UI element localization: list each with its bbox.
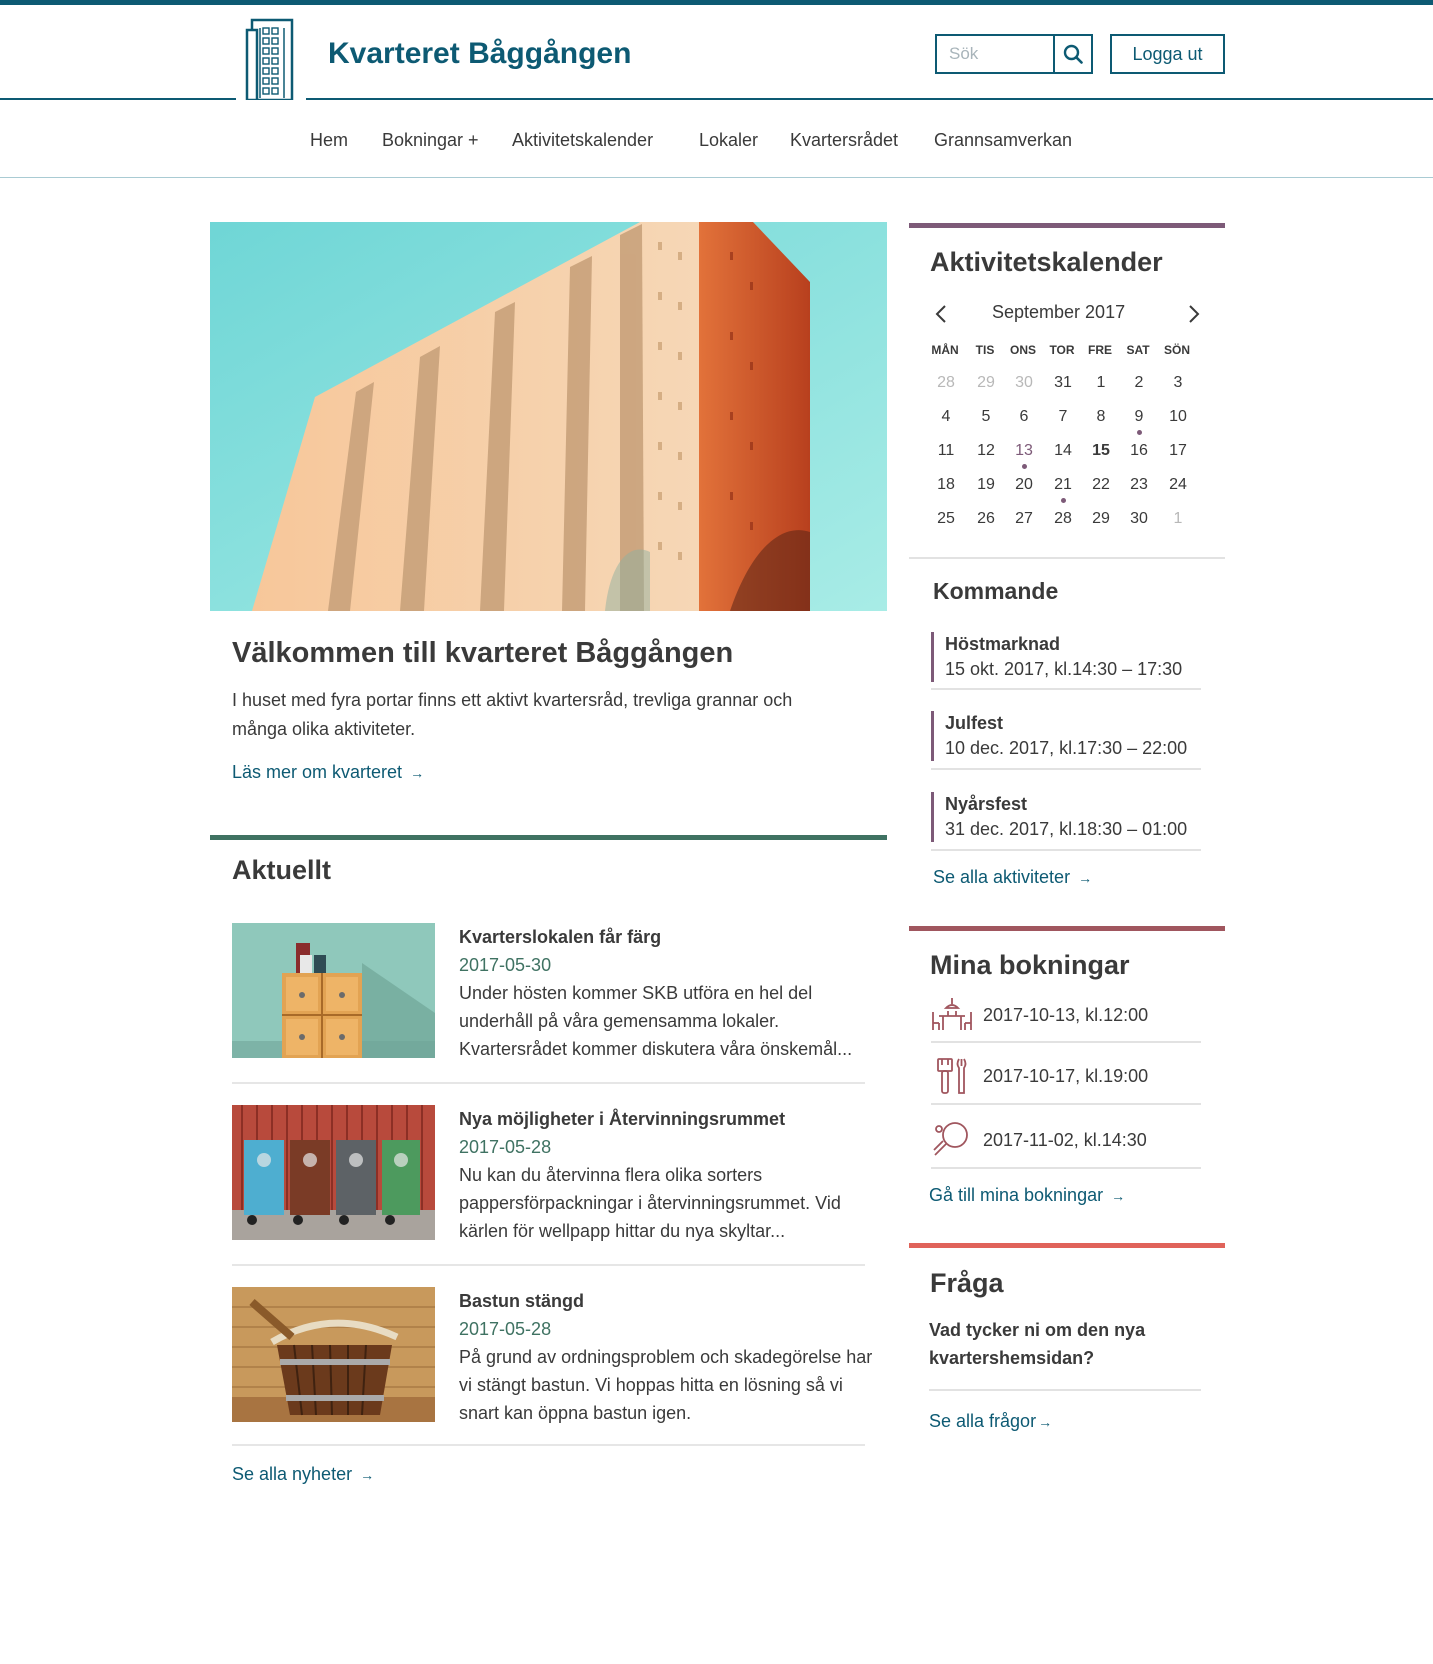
bookings-section-bar — [909, 926, 1225, 931]
search-icon — [1063, 44, 1083, 64]
search-button[interactable] — [1053, 36, 1091, 72]
calendar-day[interactable]: 24 — [1169, 476, 1187, 493]
calendar-day[interactable]: 6 — [1019, 408, 1029, 425]
calendar-day[interactable]: 8 — [1096, 408, 1106, 425]
recycling-bins-image — [232, 1105, 435, 1240]
nav-item-council[interactable]: Kvartersrådet — [790, 130, 899, 150]
calendar-day[interactable]: 14 — [1054, 442, 1072, 459]
question-text[interactable]: Vad tycker ni om den nya kvartershemsidan? — [929, 1320, 1146, 1368]
booking-divider — [931, 1041, 1201, 1043]
event-divider — [931, 849, 1201, 851]
news-item-text: Nu kan du återvinna flera olika sorters pappersförpackningar i återvinningsrummet. Vid kärlen för wellpapp hittar du nya skyltar... — [459, 1165, 841, 1241]
upcoming-event[interactable] — [931, 711, 1201, 761]
chevron-right-icon — [1183, 302, 1203, 326]
question-title: Fråga — [930, 1268, 1004, 1298]
calendar-day[interactable]: 4 — [941, 408, 951, 425]
go-to-bookings-link[interactable] — [929, 1185, 1125, 1206]
calendar-day[interactable]: 17 — [1169, 442, 1187, 459]
arrow-right-icon: → — [1078, 869, 1093, 886]
sauna-bucket-image — [232, 1287, 435, 1422]
read-more-label: Läs mer om kvarteret — [232, 762, 403, 782]
calendar-day[interactable]: 23 — [1130, 476, 1148, 493]
calendar-next-button[interactable] — [1183, 302, 1203, 326]
cabinet-image — [232, 923, 435, 1058]
calendar-day[interactable]: 27 — [1015, 510, 1033, 527]
nav-item-venues[interactable]: Lokaler — [699, 130, 759, 150]
calendar-prev-button[interactable] — [932, 302, 952, 326]
nav-item-activity-calendar[interactable]: Aktivitetskalender — [512, 130, 654, 150]
nav-item-home[interactable]: Hem — [310, 130, 349, 150]
calendar-weekday-label: SAT — [1126, 343, 1150, 357]
news-item-text: På grund av ordningsproblem och skadegörelse har vi stängt bastun. Vi hoppas hitta en lösning så vi snart kan öppna bastun igen. — [459, 1347, 873, 1423]
site-title[interactable]: Kvarteret Båggången — [328, 37, 632, 70]
see-all-news-label: Se alla nyheter — [232, 1464, 353, 1484]
upcoming-event[interactable] — [931, 792, 1201, 842]
calendar-day[interactable]: 10 — [1169, 408, 1187, 425]
calendar-day[interactable]: 1 — [1096, 374, 1106, 391]
booking-divider — [931, 1167, 1201, 1169]
calendar-day[interactable]: 26 — [977, 510, 995, 527]
event-dot-icon — [1022, 464, 1027, 469]
event-dot-icon — [1061, 498, 1066, 503]
calendar-weekday-label: SÖN — [1163, 343, 1190, 357]
news-item-text: Under hösten kommer SKB utföra en hel del underhåll på våra gemensamma lokaler. Kvartersrådet kommer diskutera våra önskemål... — [459, 983, 853, 1059]
booking-item[interactable] — [931, 1056, 1211, 1096]
event-dot-icon — [1137, 430, 1142, 435]
calendar-day[interactable]: 18 — [937, 476, 955, 493]
booking-item[interactable] — [931, 1120, 1211, 1160]
chevron-left-icon — [932, 302, 952, 326]
booking-item[interactable] — [931, 995, 1211, 1035]
event-divider — [931, 688, 1201, 690]
calendar-day[interactable]: 11 — [937, 442, 955, 459]
read-more-link[interactable] — [232, 762, 424, 783]
calendar-day[interactable]: 5 — [981, 408, 991, 425]
event-name: Julfest — [945, 713, 1004, 733]
news-item-date: 2017-05-28 — [459, 1137, 552, 1157]
question-divider — [929, 1389, 1201, 1391]
see-all-questions-link[interactable] — [929, 1411, 1052, 1432]
news-item-title: Kvarterslokalen får färg — [459, 927, 662, 947]
news-divider — [232, 1264, 865, 1266]
booking-time: 2017-10-13, kl.12:00 — [983, 1004, 1149, 1025]
upcoming-event[interactable] — [931, 632, 1201, 682]
calendar-day[interactable]: 15 — [1092, 442, 1110, 459]
calendar-day[interactable]: 1 — [1173, 510, 1183, 527]
main-nav — [0, 100, 1433, 178]
calendar-day[interactable]: 20 — [1015, 476, 1033, 493]
booking-divider — [931, 1103, 1201, 1105]
party-room-icon — [931, 995, 975, 1035]
bookings-title: Mina bokningar — [930, 950, 1130, 980]
building-logo-icon[interactable] — [236, 14, 306, 100]
nav-item-neighbourhood-watch[interactable]: Grannsamverkan — [934, 130, 1073, 150]
calendar-day[interactable]: 22 — [1092, 476, 1110, 493]
news-item-title: Bastun stängd — [459, 1291, 585, 1311]
event-time: 31 dec. 2017, kl.18:30 – 01:00 — [945, 819, 1188, 839]
calendar-day[interactable]: 28 — [937, 374, 955, 391]
nav-item-bookings[interactable]: Bokningar + — [382, 130, 479, 150]
search-input[interactable] — [937, 36, 1053, 72]
calendar-day[interactable]: 30 — [1130, 510, 1148, 527]
hero-building-image — [210, 222, 887, 611]
event-name: Höstmarknad — [945, 634, 1061, 654]
news-section-bar — [210, 835, 887, 840]
news-divider — [232, 1444, 865, 1446]
see-all-activities-link[interactable] — [933, 867, 1092, 888]
news-divider — [232, 1082, 865, 1084]
calendar-day[interactable]: 7 — [1058, 408, 1068, 425]
welcome-text: I huset med fyra portar finns ett aktivt kvartersråd, trevliga grannar och många olika aktiviteter. — [232, 690, 793, 739]
upcoming-title: Kommande — [933, 578, 1059, 604]
see-all-news-link[interactable] — [232, 1464, 374, 1485]
go-to-bookings-label: Gå till mina bokningar — [929, 1185, 1104, 1205]
calendar-day[interactable]: 29 — [1092, 510, 1110, 527]
see-all-activities-label: Se alla aktiviteter — [933, 867, 1071, 887]
news-item-date: 2017-05-28 — [459, 1319, 552, 1339]
calendar-weekday-label: MÅN — [931, 343, 959, 357]
event-divider — [931, 768, 1201, 770]
search-box — [935, 34, 1093, 74]
logout-button[interactable]: Logga ut — [1110, 34, 1225, 74]
tools-icon — [931, 1056, 975, 1096]
event-time: 10 dec. 2017, kl.17:30 – 22:00 — [945, 738, 1188, 758]
calendar-section-bar — [909, 223, 1225, 228]
calendar-day[interactable]: 29 — [977, 374, 995, 391]
arrow-right-icon: → — [360, 1466, 375, 1483]
see-all-questions-label: Se alla frågor — [929, 1411, 1037, 1431]
news-section-title: Aktuellt — [232, 855, 332, 885]
calendar-day[interactable]: 12 — [977, 442, 995, 459]
calendar-day[interactable]: 13 — [1015, 442, 1033, 459]
ping-pong-icon — [931, 1120, 975, 1160]
calendar-weekday-label: TOR — [1049, 343, 1075, 357]
calendar-title: Aktivitetskalender — [930, 247, 1163, 277]
calendar-day[interactable]: 25 — [937, 510, 955, 527]
calendar-day[interactable]: 9 — [1134, 408, 1144, 425]
welcome-title: Välkommen till kvarteret Båggången — [232, 637, 734, 669]
arrow-right-icon: → — [1111, 1187, 1126, 1204]
calendar-day[interactable]: 31 — [1054, 374, 1072, 391]
calendar-weekday-label: ONS — [1009, 343, 1036, 357]
news-item-date: 2017-05-30 — [459, 955, 552, 975]
calendar-weekday-label: FRE — [1088, 343, 1112, 357]
calendar-month-label: September 2017 — [992, 302, 1126, 322]
calendar-day[interactable]: 19 — [977, 476, 995, 493]
calendar-day[interactable]: 30 — [1015, 374, 1033, 391]
calendar-day[interactable]: 21 — [1054, 476, 1072, 493]
news-item-title: Nya möjligheter i Återvinningsrummet — [459, 1109, 786, 1129]
calendar-day[interactable]: 3 — [1173, 374, 1183, 391]
arrow-right-icon: → — [410, 764, 425, 781]
booking-time: 2017-11-02, kl.14:30 — [983, 1129, 1147, 1150]
booking-time: 2017-10-17, kl.19:00 — [983, 1065, 1149, 1086]
event-name: Nyårsfest — [945, 794, 1028, 814]
calendar-day[interactable]: 28 — [1054, 510, 1072, 527]
event-time: 15 okt. 2017, kl.14:30 – 17:30 — [945, 659, 1183, 679]
arrow-right-icon: → — [1038, 1413, 1053, 1430]
calendar-weekday-label: TIS — [975, 343, 995, 357]
calendar-day[interactable]: 2 — [1134, 374, 1144, 391]
calendar-divider — [909, 557, 1225, 559]
question-section-bar — [909, 1243, 1225, 1248]
calendar-day[interactable]: 16 — [1130, 442, 1148, 459]
